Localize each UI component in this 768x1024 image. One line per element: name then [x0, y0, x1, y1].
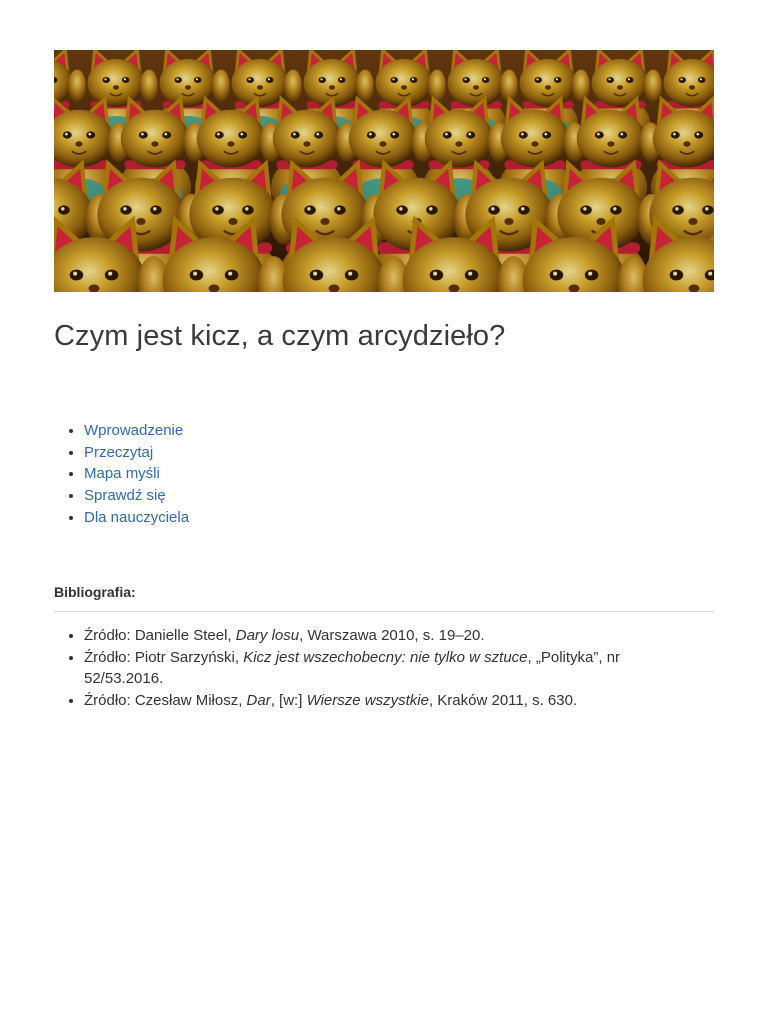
toc-link-introduction[interactable]: Wprowadzenie [84, 422, 184, 439]
bibliography-list [54, 625, 684, 711]
entry-collection-title: Wiersze wszystkie [306, 691, 429, 709]
entry-details: , Warszawa 2010, s. 19–20. [299, 627, 485, 644]
toc-link-read[interactable]: Przeczytaj [84, 443, 154, 461]
toc-link-mind-map[interactable]: Mapa myśli [84, 465, 160, 483]
toc-item-check-yourself [84, 485, 189, 507]
toc-link-check-yourself[interactable]: Sprawdź się [84, 487, 166, 505]
toc-link-for-teacher[interactable]: Dla nauczyciela [84, 508, 190, 526]
entry-source: Źródło: Danielle Steel, [84, 627, 236, 644]
entry-source: Źródło: Czesław Miłosz, [84, 691, 247, 709]
divider [54, 611, 714, 612]
entry-title: Dar [246, 691, 271, 709]
toc-item-for-teacher [84, 507, 189, 529]
hero-image [54, 50, 714, 292]
bibliography-entry [84, 625, 684, 647]
entry-connector: , [w:] [270, 691, 307, 709]
bibliography-heading: Bibliografia: [54, 584, 136, 600]
entry-details: , Kraków 2011, s. 630. [428, 691, 578, 709]
bibliography-entry [84, 647, 684, 690]
entry-source: Źródło: Piotr Sarzyński, [84, 648, 244, 666]
page-title: Czym jest kicz, a czym arcydzieło? [54, 320, 506, 352]
toc-item-read [84, 442, 189, 464]
entry-title: Dary losu [235, 627, 300, 644]
table-of-contents [54, 420, 189, 529]
entry-details: , „Polityka”, nr 52/53.2016. [84, 648, 621, 687]
bibliography-entry [84, 690, 684, 712]
toc-item-mind-map [84, 463, 189, 485]
toc-item-introduction [84, 420, 189, 442]
entry-title: Kicz jest wszechobecny: nie tylko w sztuce [243, 648, 528, 666]
